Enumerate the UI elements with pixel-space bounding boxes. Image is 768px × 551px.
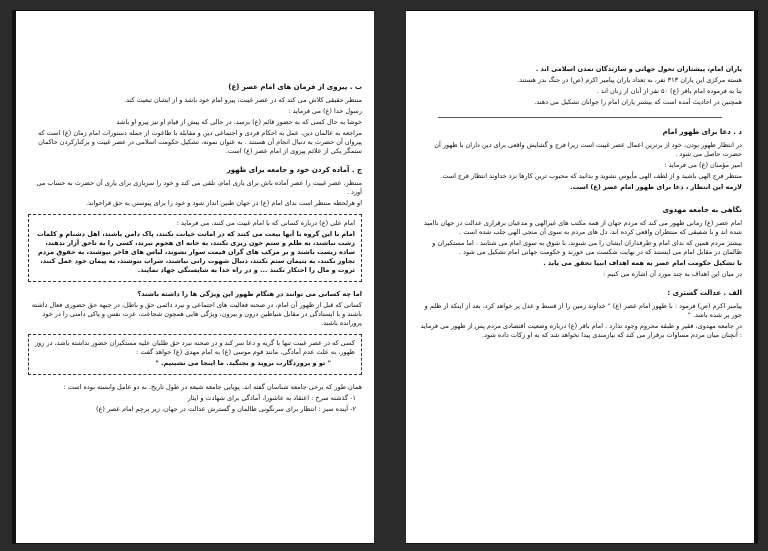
hadith-box-imam-ali <box>28 214 362 282</box>
question-text: اما چه کسانی می توانند در هنگام ظهور این ویژگی ها را داشته باشند؟ <box>137 290 362 298</box>
section-b-heading: ب . پیروی از فرمان های امام عصر (ع) <box>228 83 362 91</box>
section-d-text: منتظر فرج الهی باشید و از لطف الهی مأیوس نشوید و بدانید که محبوب ترین کارها نزد خداوند انتظار فرج است. <box>440 172 742 180</box>
box-text: امام با این گروه با آنها بیعت می کنند که در امانت خیانت نکنند، پاک دامن باشند، اهل دشنام و کلمات زشت نباشند، به ظلم و ستم خون ریزی نکنند، به خانه ای هجوم نبرند، کسی را به ناحق آزار ندهند، ساده زیست باشند و بر مرکب های گران قیمت سوار نشوند، لباس های فاخر نپوشند، به حقوق مردم تجاوز نکنند، به یتیمان ستم نکنند، دنبال شهوت رانی نباشند، شراب ننوشند، به پیمان خود عمل کنند، ثروت و مال را احتکار نکنند ... و در راه خدا به شایستگی جهاد نمایند. <box>37 230 355 274</box>
intro-text: بنا به فرموده امام باقر (ع) ۵۰ نفر از آنان از زنان اند . <box>596 87 742 95</box>
intro-text: همچنین در احادیث آمده است که بیشتر یاران امام را جوانان تشکیل می دهند. <box>534 98 742 106</box>
left-page <box>12 10 374 544</box>
section-e-heading: نگاهی به جامعه مهدوی <box>662 206 742 214</box>
history-intro: همان طور که برخی جامعه شناسان گفته اند، پویایی جامعه شیعه در طول تاریخ، به دو عامل وابسته بوده است : <box>63 383 362 391</box>
box-intro: امام علی (ع) درباره کسانی که با امام غیبت می کنند، می فرماید : <box>176 219 355 227</box>
box-quote: " تو و پروردگارت بروید و بجنگید. ما اینجا می نشینیم. " <box>155 359 331 367</box>
section-alef-text: پیامبر اکرم (ص) فرمود : با ظهور امام عصر (ع) " خداوند زمین را از قسط و عدل پر خواهد کرد، بعد از اینکه از ظلم و جور پر شده باشد. " <box>424 302 742 319</box>
intro-text: یاران امام، پیشتازان تحول جهانی و سازندگان تمدن اسلامی اند . <box>535 65 742 73</box>
answer-text: کسانی که قبل از ظهور آن امام، در صحنه فعالیت های اجتماعی و نبرد دائمی حق و باطل، در جبهه حق حضوری فعال داشته باشند و با ایستادگی در مقابل شیاطین درون و بیرون، ویژگی هایی همچون شجاعت، عزت نفس و پاکی دامنی را در خود پرورانده باشند. <box>31 301 362 327</box>
section-d-heading: د . دعا برای ظهور امام <box>662 128 742 136</box>
section-b-text: رسول خدا (ع) می فرماید : <box>288 107 362 115</box>
section-c-heading: ج . آماده کردن خود و جامعه برای ظهور <box>226 166 362 174</box>
section-e-text: امام عصر (ع) زمانی ظهور می کند که مردم جهان از همه مکتب های غیرالهی و مدعیان برقراری عدالت در جهان ناامید شده اند و با شفیقی که منتظران واقعی کرده اند، دل های مردم به سوی آن منجی الهی جلب شده است . <box>423 219 742 236</box>
section-b-text: مراجعه به عالمان دین، عمل به احکام فردی و اجتماعی دین و مقابله با طاغوت از جمله دستورات امام زمان (ع) است که پیروان آن حضرت به دنبال انجام آن هستند . به عنوان نمونه، تشکیل حکومت اسلامی در عصر غیبت و برکنارکردن حاکمان ستمگر یکی از علائم پیروی از امام عصر (ع) است. <box>38 129 362 155</box>
intro-text: هسته مرکزی این یاران ۳۱۳ نفر، به تعداد یاران پیامبر اکرم (ص) در جنگ بدر هستند. <box>517 76 742 84</box>
section-e-text: در میان این اهداف به چند مورد آن اشاره می کنیم : <box>602 270 742 278</box>
box-text: کسی که در عصر غیبت تنها با گریه و دعا سر کند و در صحنه نبرد حق طلبان علیه مستکبران حضور نداشته باشد، در روز ظهور، به علت عدم آمادگی، مانند قوم موسی (ع) به امام مهدی (ع) خواهد گفت : <box>35 339 355 356</box>
section-alef-heading: الف . عدالت گستری : <box>667 289 742 297</box>
warning-box <box>28 334 362 375</box>
section-b-text: خوشا به حال کسی که به حضور قائم (ع) برسد، در حالی که پیش از قیام او نیز پیرو او باشد <box>116 118 362 126</box>
section-e-text: با تشکیل حکومت امام عصر به همه اهداف انبیا تحقق می یابد . <box>543 259 742 267</box>
right-page-content <box>418 11 742 342</box>
section-d-text: لازمه این انتظار ، دعا برای ظهور امام عصر (ع) است. <box>570 183 742 191</box>
section-c-text: او هرلحظه منتظر است ندای امام (ع) در جهان طنین انداز شود و خود را برای پیوستن به حق فراخواند. <box>86 199 362 207</box>
section-b-text: منتظر حقیقی کلاش می کند که در عصر غیبت، پیرو امام خود باشد و از ایشان تبعیت کند. <box>124 96 362 104</box>
section-e-text: بیشتر مردم همین که ندای امام و طرفداران ایشان را می شنوند، با شوق به سوی امام می شتابند . اما مستکبران و ظالمان در مقابل امام می ایستند که در نهایت شکست می خورند و حکومت جهانی امام تشکیل می شود . <box>432 239 742 256</box>
left-page-content <box>28 11 362 416</box>
section-d-text: امیر مؤمنان (ع) می فرماید : <box>664 161 742 169</box>
divider <box>438 117 722 118</box>
history-item: ۲- آینده سبز : انتظار برای سرنگونی ظالمان و گسترش عدالت در جهان، زیر پرچم امام عصر (ع) <box>95 405 356 413</box>
book-gutter <box>374 0 406 551</box>
section-c-text: منتظر، عصر غیبت را عصر آماده باش برای یاری امام، تلقی می کند و خود را سربازی برای یاری آن حضرت به حساب می آورد . <box>36 179 362 196</box>
history-item: ۱- گذشته سرخ : اعتقاد به عاشورا، آمادگی برای شهادت و ایثار <box>187 394 356 402</box>
section-d-text: در انتظار ظهور بودن، خود از برترین اعمال عصر غیبت است زیرا فرج و گشایش واقعی برای دین داران با ظهور آن حضرت حاصل می شود . <box>434 141 742 158</box>
section-alef-text: در جامعه مهدوی، فقیر و طبقه محروم وجود ندارد . امام باقر (ع) درباره وضعیت اقتصادی مردم پس از ظهور می فرماید : آنچنان میان مردم مساوات برقرار می کند که نیازمندی پیدا نخواهد شد که به او زکات داده شود. <box>420 322 742 339</box>
right-page <box>406 10 758 544</box>
